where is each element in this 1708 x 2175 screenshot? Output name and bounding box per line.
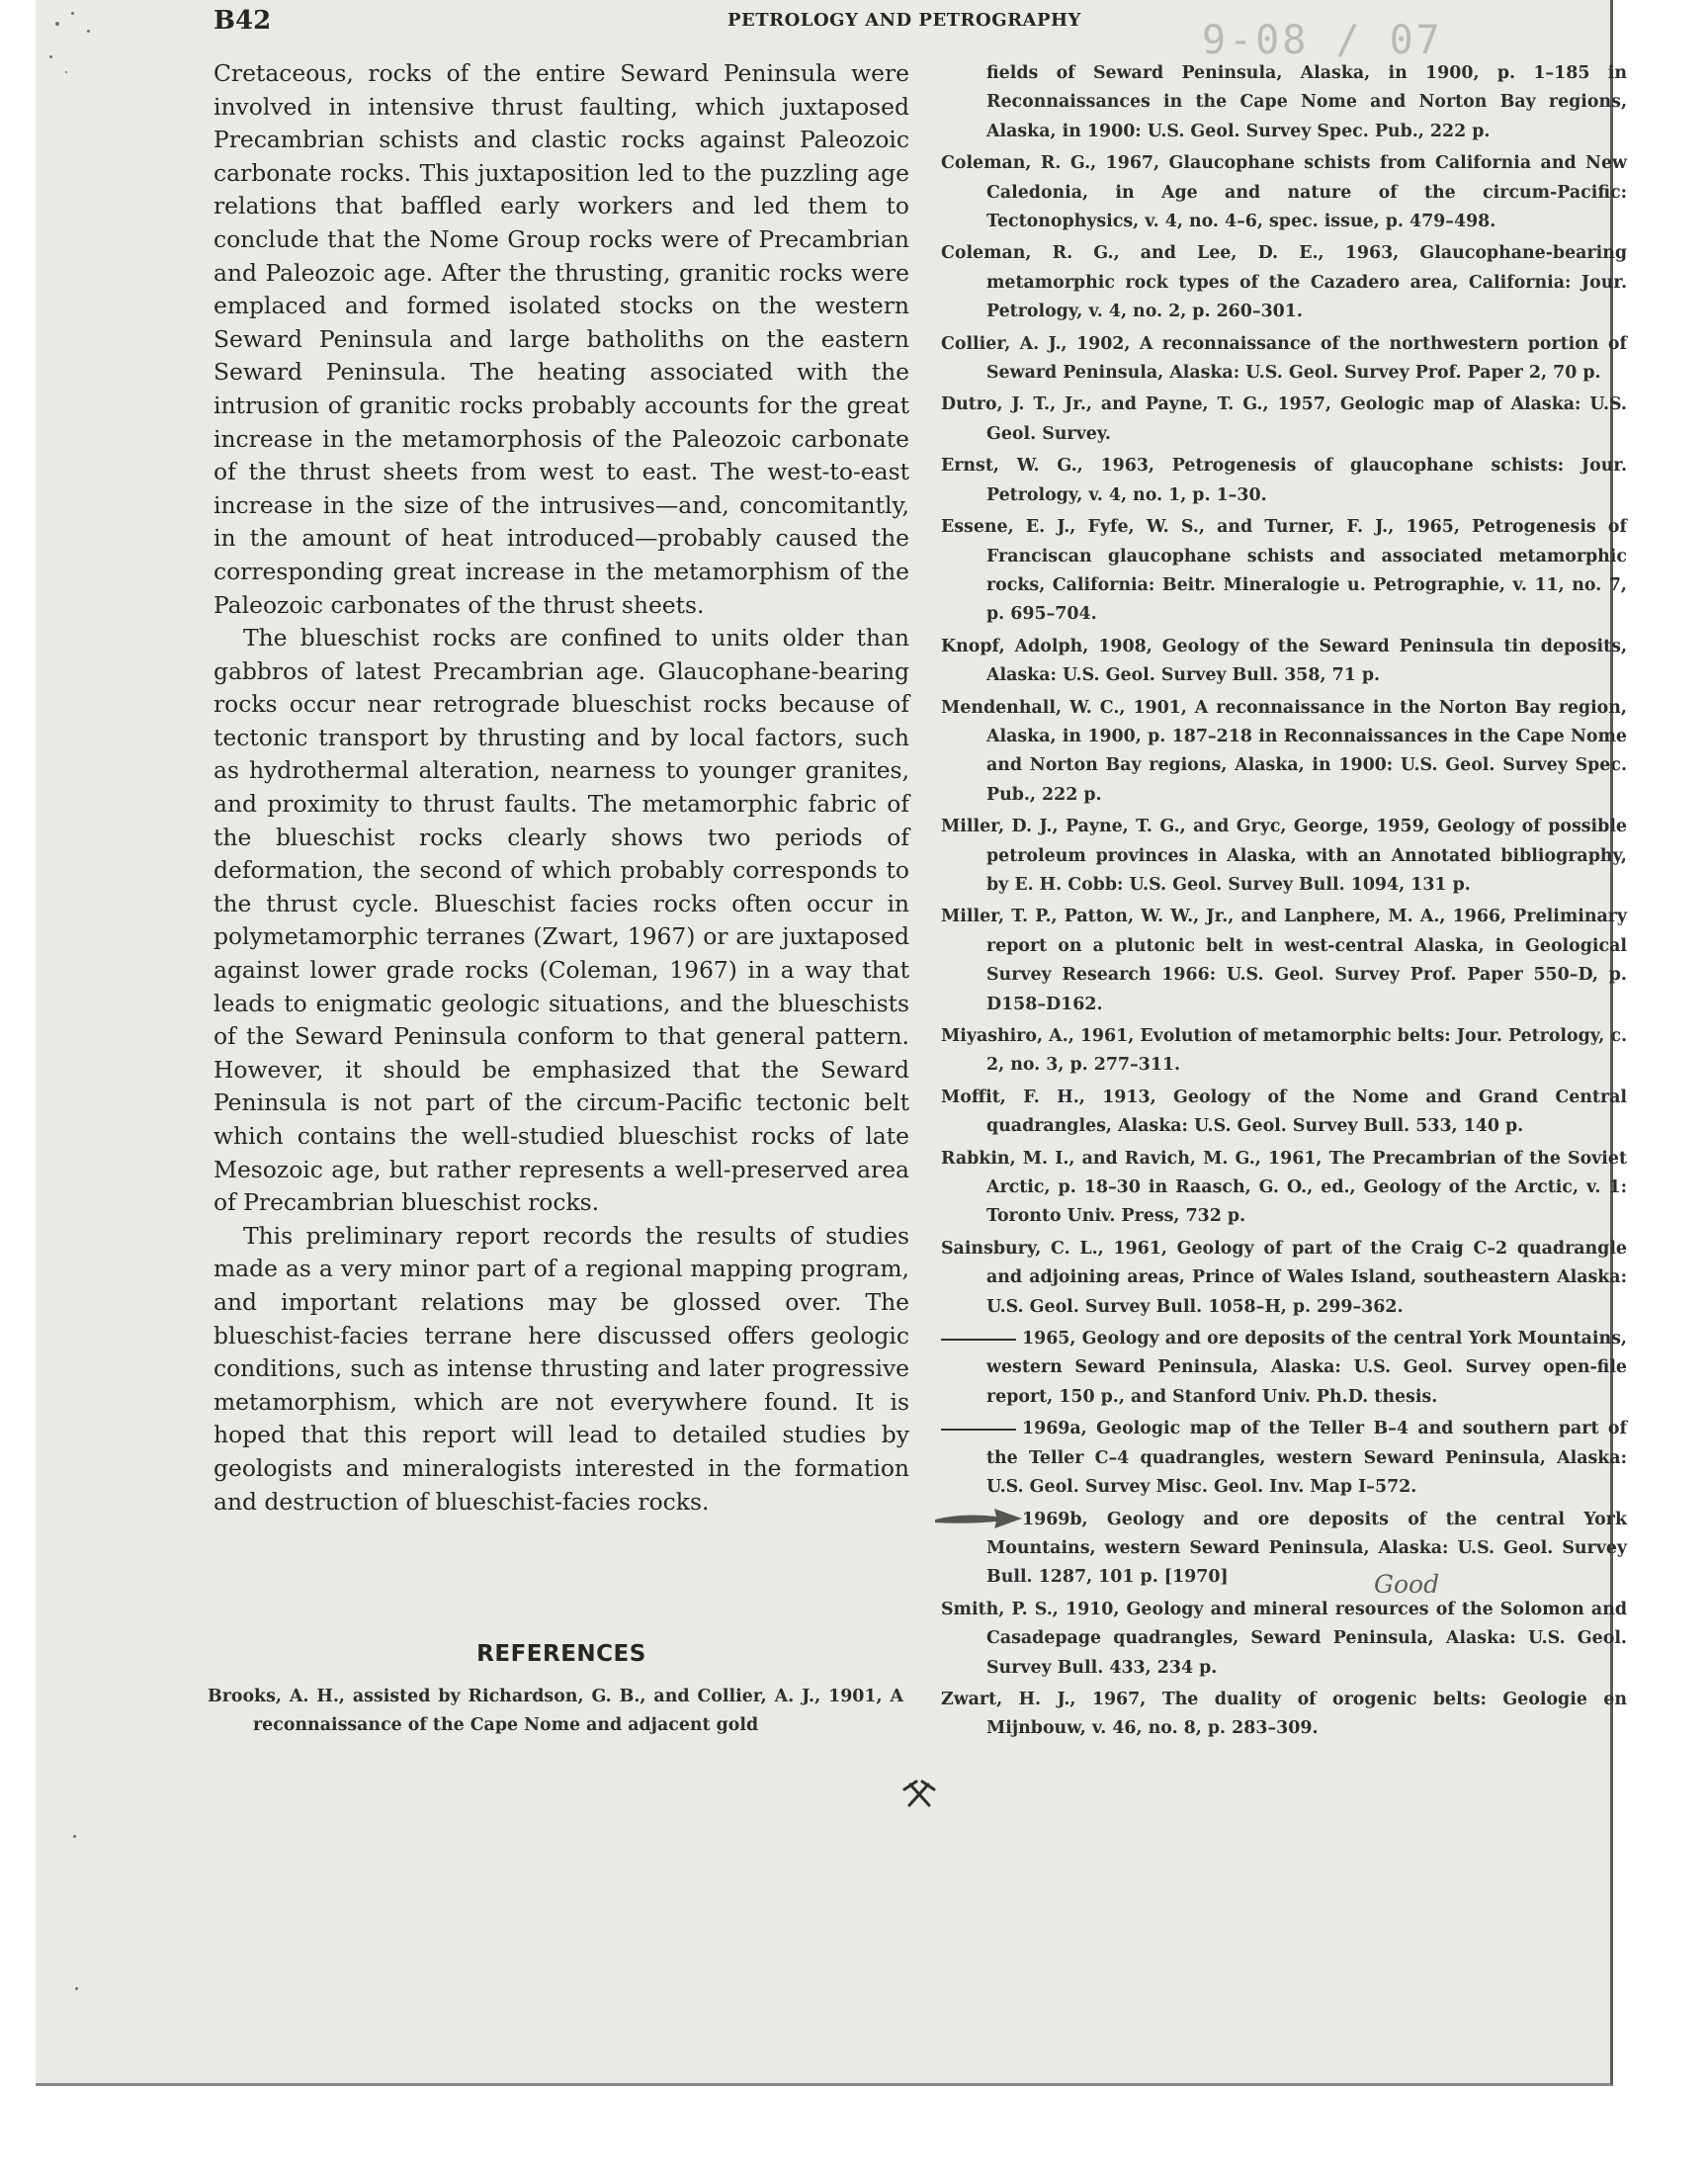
reference-entry-text: 1969b, Geology and ore deposits of the central York Mountains, western Seward Peninsula, Alaska: U.S. Geol. Survey Bull. 1287, 101 p. [1970]: [986, 1509, 1627, 1588]
reference-entry-dashed: [941, 1325, 1627, 1412]
references-heading: REFERENCES: [476, 1641, 646, 1667]
scanned-page: [36, 0, 1627, 2086]
reference-entry-dashed: [941, 1415, 1627, 1502]
reference-entry: Knopf, Adolph, 1908, Geology of the Seward Peninsula tin deposits, Alaska: U.S. Geol. Survey Bull. 358, 71 p.: [941, 636, 1627, 686]
reference-entry: Coleman, R. G., 1967, Glaucophane schists from California and New Caledonia, in Age and nature of the circum-Pacific: Tectonophysics, v. 4, no. 4–6, spec. issue, p. 479–498.: [941, 153, 1627, 232]
reference-entry: Dutro, J. T., Jr., and Payne, T. G., 1957, Geologic map of Alaska: U.S. Geol. Survey.: [941, 394, 1627, 444]
reference-entry: Miller, T. P., Patton, W. W., Jr., and Lanphere, M. A., 1966, Preliminary report on a plutonic belt in west-central Alaska, in Geological Survey Research 1966: U.S. Geol. Survey Prof. Paper 550–D, p. D158–D162.: [941, 907, 1627, 1014]
hammers-icon: [901, 1776, 937, 1811]
handwritten-note: Good: [1374, 1570, 1440, 1599]
reference-entry: Zwart, H. J., 1967, The duality of orogenic belts: Geologie en Mijnbouw, v. 46, no. 8, p. 283–309.: [941, 1689, 1627, 1739]
reference-entry: Brooks, A. H., assisted by Richardson, G. B., and Collier, A. J., 1901, A reconnaissance of the Cape Nome and adjacent gold: [208, 1687, 903, 1736]
reference-entry: fields of Seward Peninsula, Alaska, in 1900, p. 1–185 in Reconnaissances in the Cape Nome and Norton Bay regions, Alaska, in 1900: U.S. Geol. Survey Spec. Pub., 222 p.: [986, 63, 1627, 141]
reference-entry: Essene, E. J., Fyfe, W. S., and Turner, F. J., 1965, Petrogenesis of Franciscan glaucophane schists and associated metamorphic rocks, California: Beitr. Mineralogie u. Petrographie, v. 11, no. 7, p. 695–704.: [941, 517, 1627, 625]
page-number: B42: [214, 6, 272, 36]
reference-entry: Smith, P. S., 1910, Geology and mineral resources of the Solomon and Casadepage quadrangles, Seward Peninsula, Alaska: U.S. Geol. Survey Bull. 433, 234 p.: [941, 1599, 1627, 1678]
reference-entry: Rabkin, M. I., and Ravich, M. G., 1961, The Precambrian of the Soviet Arctic, p. 18–30 in Raasch, G. O., ed., Geology of the Arctic, v. 1: Toronto Univ. Press, 732 p.: [941, 1148, 1627, 1227]
reference-entry: Miyashiro, A., 1961, Evolution of metamorphic belts: Jour. Petrology, c. 2, no. 3, p. 277–311.: [941, 1026, 1627, 1076]
body-text: [214, 57, 909, 1519]
reference-entry-dashed: [941, 1506, 1627, 1593]
reference-entry: Moffit, F. H., 1913, Geology of the Nome and Grand Central quadrangles, Alaska: U.S. Geol. Survey Bull. 533, 140 p.: [941, 1087, 1627, 1137]
body-paragraph-2: The blueschist rocks are confined to units older than gabbros of latest Precambrian age. Glaucophane-bearing rocks occur near retrograde blueschist rocks because of tectonic transport by thrusting and by local factors, such as hydrothermal alteration, nearness to younger granites, and proximity to thrust faults. The metamorphic fabric of the blueschist rocks clearly shows two periods of deformation, the second of which probably corresponds to the thrust cycle. Blueschist facies rocks often occur in polymetamorphic terranes (Zwart, 1967) or are juxtaposed against lower grade rocks (Coleman, 1967) in a way that leads to enigmatic geologic situations, and the blueschists of the Seward Peninsula conform to that general pattern. However, it should be emphasized that the Seward Peninsula is not part of the circum-Pacific tectonic belt which contains the well-studied blueschist rocks of late Mesozoic age, but rather represents a well-preserved area of Precambrian blueschist rocks.: [214, 624, 909, 1217]
running-title: PETROLOGY AND PETROGRAPHY: [727, 10, 1081, 31]
body-paragraph-1: Cretaceous, rocks of the entire Seward Peninsula were involved in intensive thrust faulting, which juxtaposed Precambrian schists and clastic rocks against Paleozoic carbonate rocks. This juxtaposition led to the puzzling age relations that baffled early workers and led them to conclude that the Nome Group rocks were of Precambrian and Paleozoic age. After the thrusting, granitic rocks were emplaced and formed isolated stocks on the western Seward Peninsula and large batholiths on the eastern Seward Peninsula. The heating associated with the intrusion of granitic rocks probably accounts for the great increase in the metamorphosis of the Paleozoic carbonate of the thrust sheets from west to east. The west-to-east increase in the size of the intrusives—and, concomitantly, in the amount of heat introduced—probably caused the corresponding great increase in the metamorphism of the Paleozoic carbonates of the thrust sheets.: [214, 59, 909, 619]
reference-entry: Collier, A. J., 1902, A reconnaissance of the northwestern portion of Seward Peninsula, Alaska: U.S. Geol. Survey Prof. Paper 2, 70 p.: [941, 333, 1627, 384]
references-right-column: [941, 59, 1627, 1747]
body-paragraph-3: This preliminary report records the results of studies made as a very minor part of a regional mapping program, and important relations may be glossed over. The blueschist-facies terrane here discussed offers geologic conditions, such as intense thrusting and later progressive metamorphism, which are not everywhere found. It is hoped that this report will lead to detailed studies by geologists and mineralogists interested in the formation and destruction of blueschist-facies rocks.: [214, 1221, 909, 1516]
references-left-column: [208, 1683, 903, 1744]
reference-entry-text: 1965, Geology and ore deposits of the central York Mountains, western Seward Peninsula, Alaska: U.S. Geol. Survey open-file report, 150 p., and Stanford Univ. Ph.D. thesis.: [986, 1329, 1627, 1407]
faded-stamp: 9-08 / 07: [1202, 18, 1443, 63]
reference-entry-text: 1969a, Geologic map of the Teller B–4 and southern part of the Teller C–4 quadrangles, western Seward Peninsula, Alaska: U.S. Geol. Survey Misc. Geol. Inv. Map I–572.: [986, 1419, 1627, 1498]
reference-entry: Coleman, R. G., and Lee, D. E., 1963, Glaucophane-bearing metamorphic rock types of the Cazadero area, California: Jour. Petrology, v. 4, no. 2, p. 260–301.: [941, 243, 1627, 322]
reference-entry: Sainsbury, C. L., 1961, Geology of part of the Craig C–2 quadrangle and adjoining areas, Prince of Wales Island, southeastern Alaska: U.S. Geol. Survey Bull. 1058–H, p. 299–362.: [941, 1238, 1627, 1317]
reference-entry: Miller, D. J., Payne, T. G., and Gryc, George, 1959, Geology of possible petroleum provinces in Alaska, with an Annotated bibliography, by E. H. Cobb: U.S. Geol. Survey Bull. 1094, 131 p.: [941, 817, 1627, 895]
ditto-dash: [941, 1429, 1016, 1431]
reference-entry: Mendenhall, W. C., 1901, A reconnaissance in the Norton Bay region, Alaska, in 1900, p. 187–218 in Reconnaissances in the Cape Nome and Norton Bay regions, Alaska, in 1900: U.S. Geol. Survey Spec. Pub., 222 p.: [941, 697, 1627, 805]
arrow-annotation-icon: [933, 1503, 1024, 1532]
ditto-dash: [941, 1339, 1016, 1341]
reference-entry: Ernst, W. G., 1963, Petrogenesis of glaucophane schists: Jour. Petrology, v. 4, no. 1, p. 1–30.: [941, 456, 1627, 505]
